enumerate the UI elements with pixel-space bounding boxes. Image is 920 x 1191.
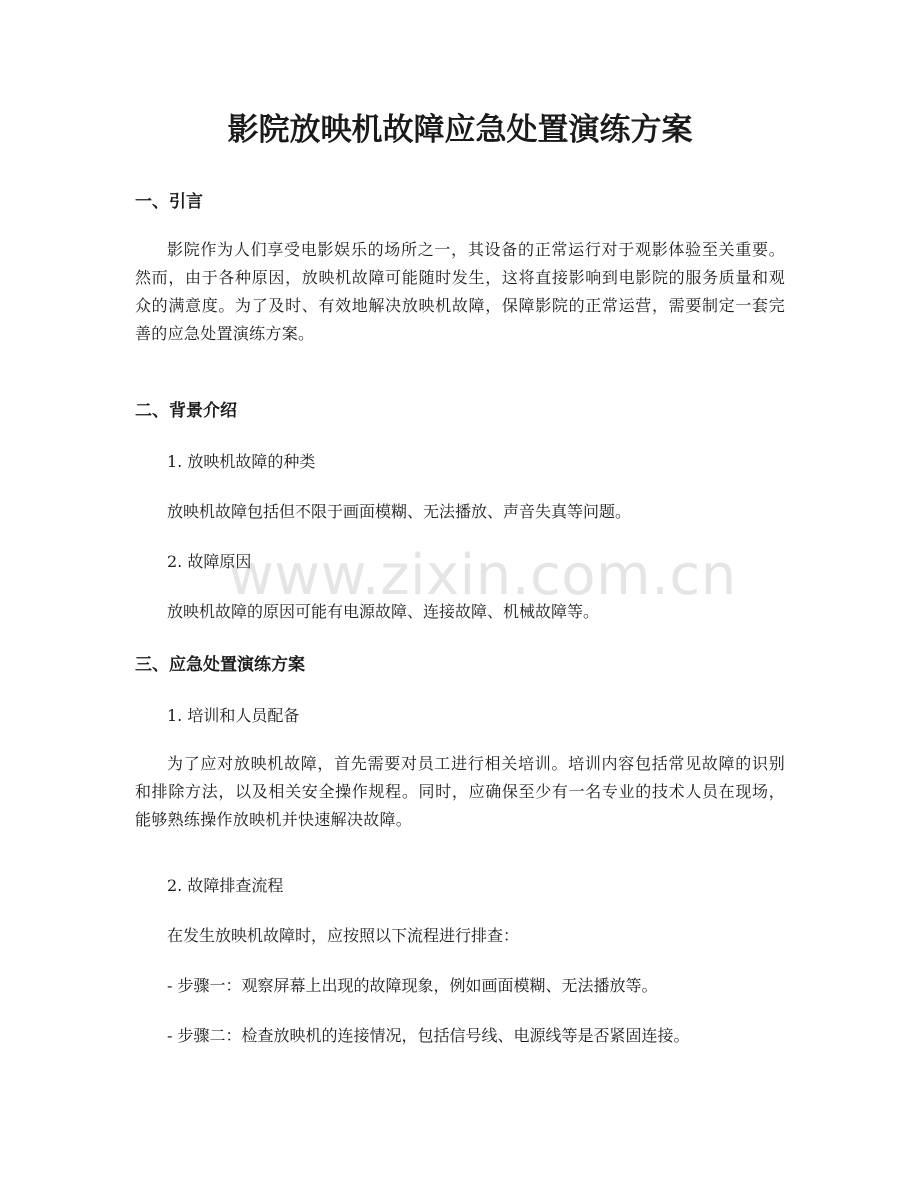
watermark: www.zixin.com.cn (228, 543, 737, 608)
fault-types-text: 放映机故障包括但不限于画面模糊、无法播放、声音失真等问题。 (167, 502, 632, 521)
subheading-fault-causes: 2. 故障原因 (167, 552, 252, 571)
step-item: - 步骤一：观察屏幕上出现的故障现象，例如画面模糊、无法播放等。 (167, 976, 658, 995)
fault-causes-text: 放映机故障的原因可能有电源故障、连接故障、机械故障等。 (167, 602, 600, 621)
subheading-troubleshooting: 2. 故障排查流程 (167, 876, 284, 895)
section-heading-background: 二、背景介绍 (135, 401, 237, 421)
troubleshooting-intro: 在发生放映机故障时，应按照以下流程进行排查： (167, 926, 520, 945)
subheading-fault-types: 1. 放映机故障的种类 (167, 452, 316, 471)
document-title: 影院放映机故障应急处置演练方案 (227, 112, 693, 148)
step-item: - 步骤二：检查放映机的连接情况，包括信号线、电源线等是否紧固连接。 (167, 1026, 690, 1045)
training-paragraph: 为了应对放映机故障，首先需要对员工进行相关培训。培训内容包括常见故障的识别和排除方法，以及相关安全操作规程。同时，应确保至少有一名专业的技术人员在现场，能够熟练操作放映机并快速解决故障。 (135, 754, 785, 829)
section-heading-introduction: 一、引言 (135, 192, 203, 212)
subheading-training: 1. 培训和人员配备 (167, 706, 300, 725)
section-heading-emergency-plan: 三、应急处置演练方案 (135, 655, 305, 675)
introduction-paragraph: 影院作为人们享受电影娱乐的场所之一，其设备的正常运行对于观影体验至关重要。然而，由于各种原因，放映机故障可能随时发生，这将直接影响到电影院的服务质量和观众的满意度。为了及时、有效地解决放映机故障，保障影院的正常运营，需要制定一套完善的应急处置演练方案。 (135, 240, 785, 343)
